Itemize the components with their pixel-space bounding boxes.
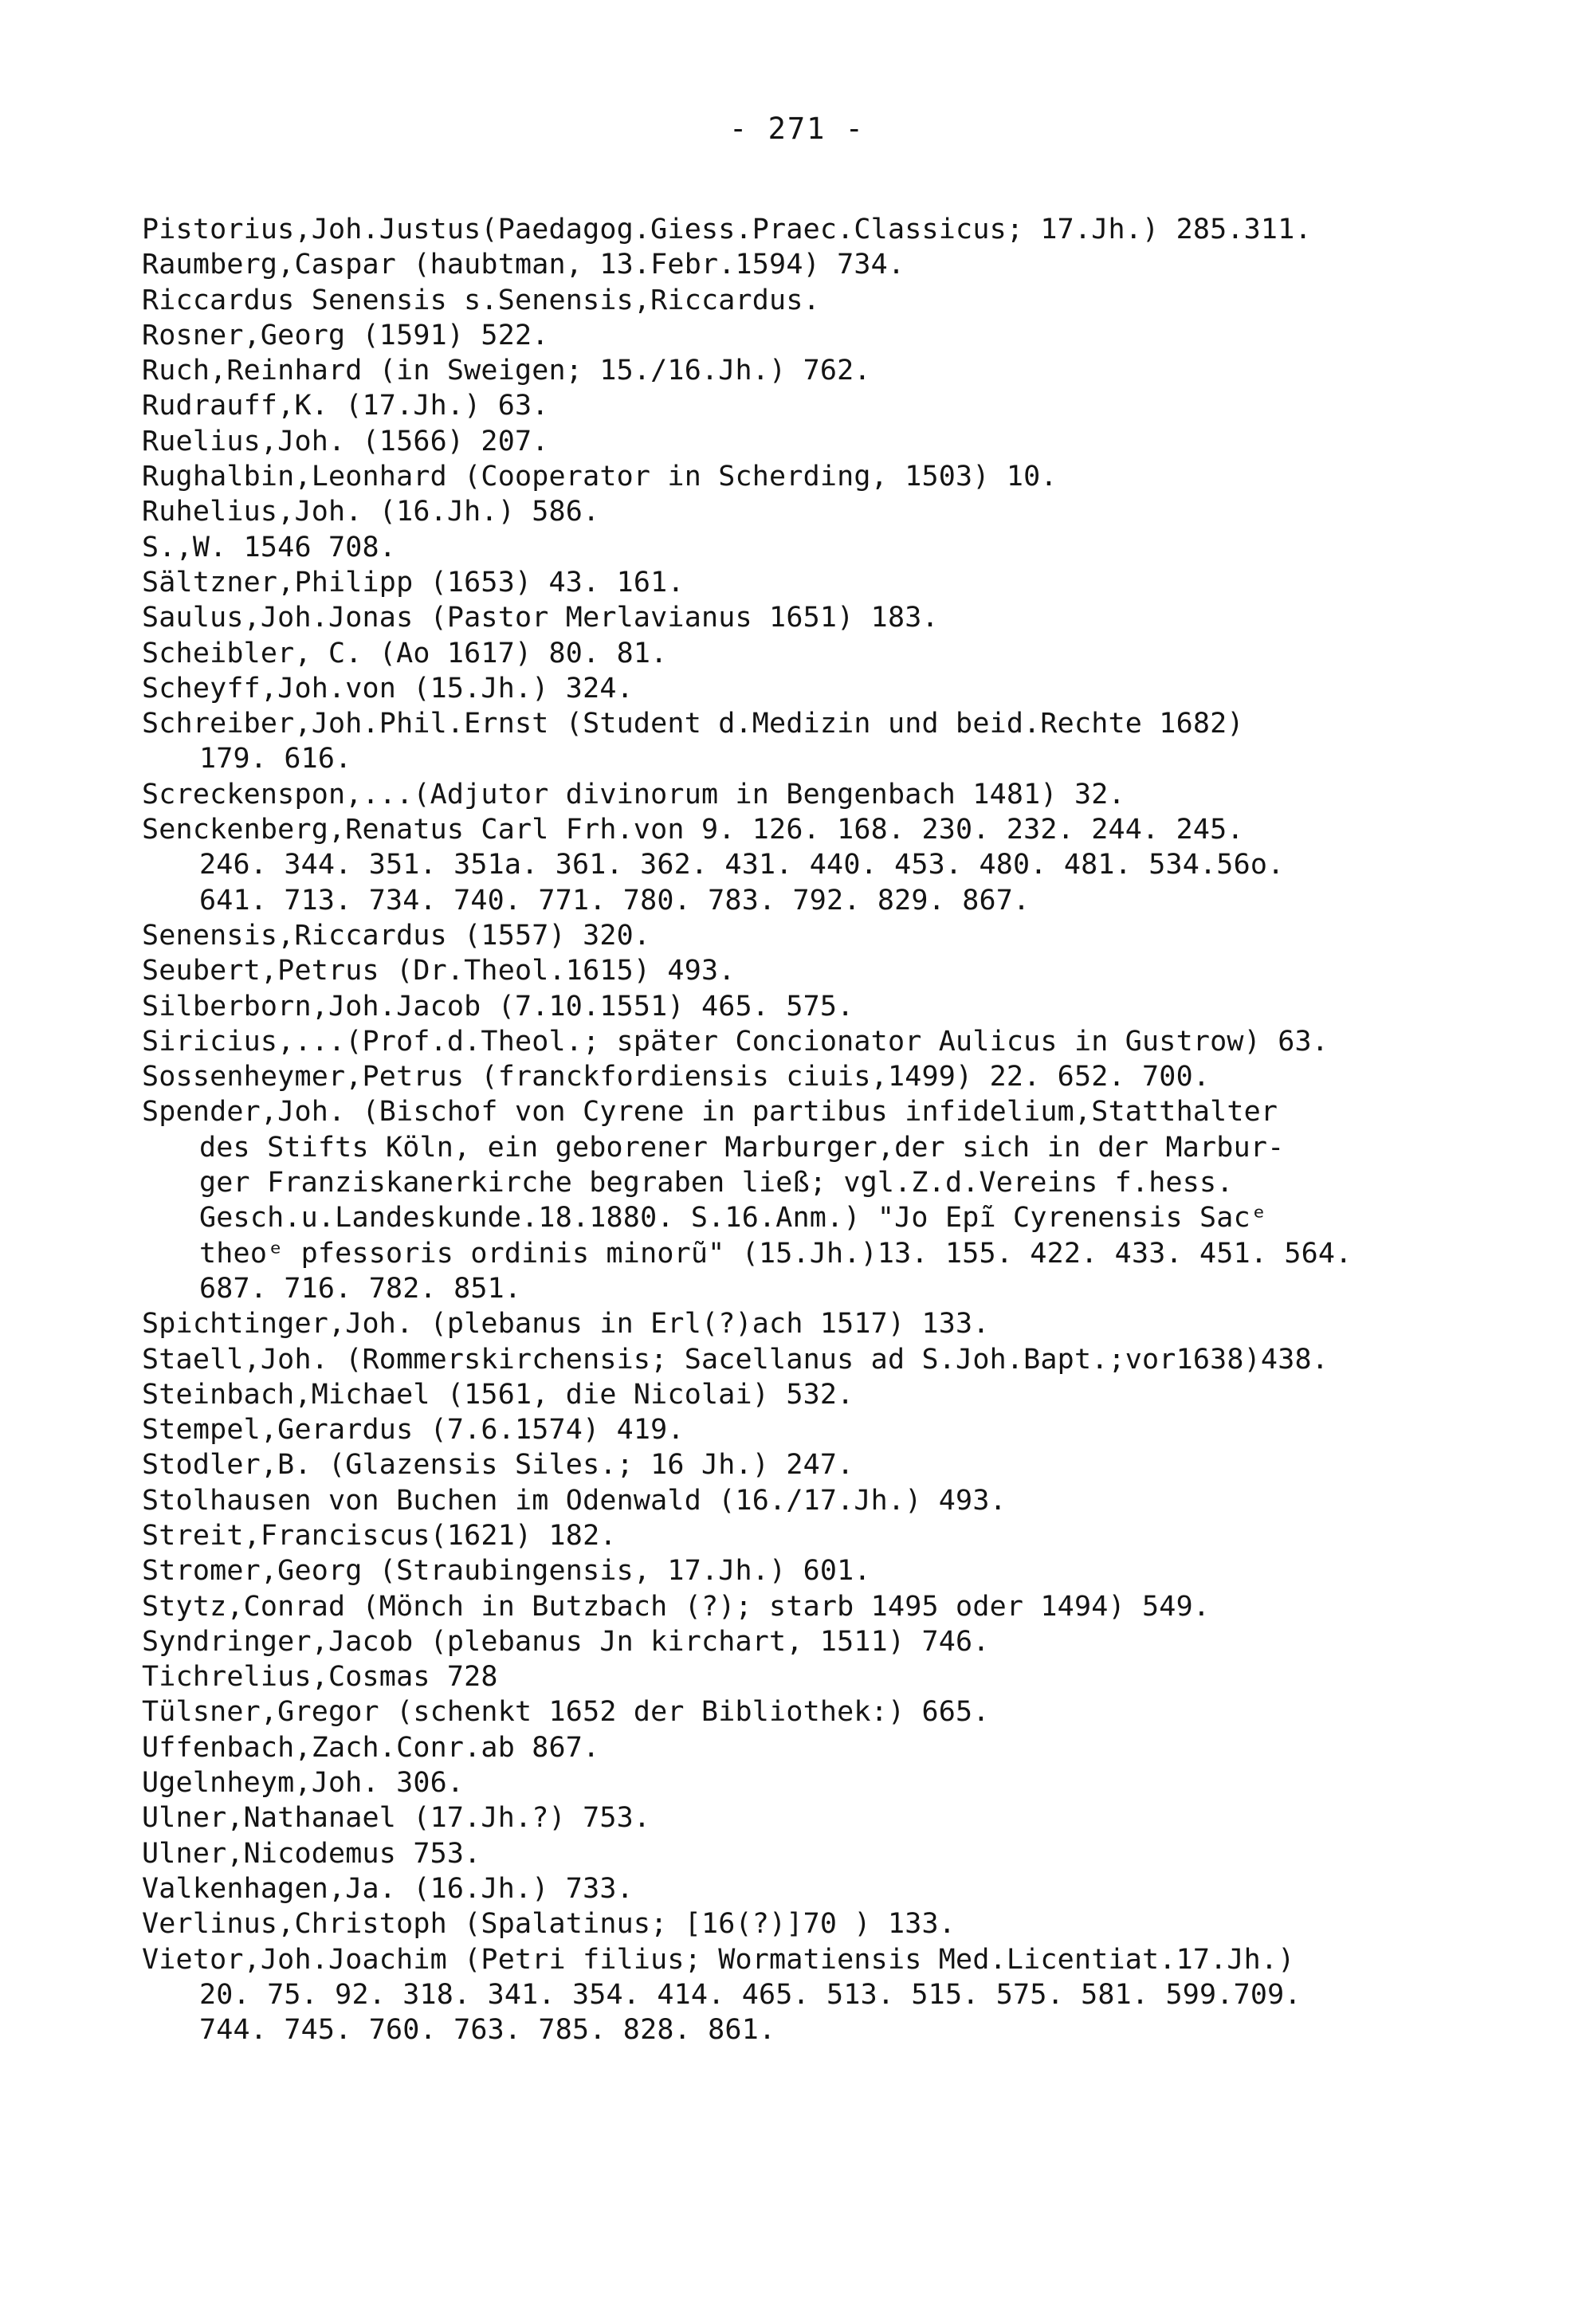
index-line: Ugelnheym,Joh. 306. <box>142 1767 465 1800</box>
index-line-continuation: 687. 716. 782. 851. <box>199 1272 522 1305</box>
page-number: - 271 - <box>729 112 865 146</box>
index-line: Syndringer,Jacob (plebanus Jn kirchart, 1511) 746. <box>142 1625 990 1658</box>
index-line: S.,W. 1546 708. <box>142 531 397 563</box>
index-line: Scheibler, C. (Ao 1617) 80. 81. <box>142 637 668 669</box>
index-line-continuation: 744. 745. 760. 763. 785. 828. 861. <box>199 2014 776 2047</box>
index-line: Steinbach,Michael (1561, die Nicolai) 532. <box>142 1378 854 1411</box>
index-line: Uffenbach,Zach.Conr.ab 867. <box>142 1731 600 1764</box>
index-line: Ulner,Nathanael (17.Jh.?) 753. <box>142 1802 651 1835</box>
index-line-continuation: theoᵉ pfessoris ordinis minorũ" (15.Jh.)13. 155. 422. 433. 451. 564. <box>199 1237 1353 1270</box>
index-line: Vietor,Joh.Joachim (Petri filius; Wormatiensis Med.Licentiat.17.Jh.) <box>142 1943 1295 1976</box>
index-line: Rudrauff,K. (17.Jh.) 63. <box>142 390 549 422</box>
index-line: Screckenspon,...(Adjutor divinorum in Bengenbach 1481) 32. <box>142 778 1125 811</box>
index-line: Raumberg,Caspar (haubtman, 13.Febr.1594) 734. <box>142 249 905 281</box>
index-line: Siricius,...(Prof.d.Theol.; später Concionator Aulicus in Gustrow) 63. <box>142 1025 1329 1058</box>
index-line: Senensis,Riccardus (1557) 320. <box>142 919 651 952</box>
index-line: Ruch,Reinhard (in Sweigen; 15./16.Jh.) 762. <box>142 355 871 387</box>
index-line: Riccardus Senensis s.Senensis,Riccardus. <box>142 284 820 316</box>
index-line: Stromer,Georg (Straubingensis, 17.Jh.) 601. <box>142 1555 871 1588</box>
index-line-continuation: ger Franziskanerkirche begraben ließ; vgl.Z.d.Vereins f.hess. <box>199 1167 1234 1199</box>
index-line: Verlinus,Christoph (Spalatinus; [16(?)]70 ) 133. <box>142 1908 956 1941</box>
index-line-continuation: 641. 713. 734. 740. 771. 780. 783. 792. 829. 867. <box>199 884 1031 917</box>
index-line: Sossenheymer,Petrus (franckfordiensis ciuis,1499) 22. 652. 700. <box>142 1061 1211 1093</box>
index-line: Sältzner,Philipp (1653) 43. 161. <box>142 566 685 599</box>
index-line: Spichtinger,Joh. (plebanus in Erl(?)ach 1517) 133. <box>142 1308 990 1341</box>
index-line: Ulner,Nicodemus 753. <box>142 1837 481 1870</box>
index-line: Spender,Joh. (Bischof von Cyrene in partibus infidelium,Statthalter <box>142 1096 1278 1129</box>
index-line: Schreiber,Joh.Phil.Ernst (Student d.Medizin und beid.Rechte 1682) <box>142 708 1244 740</box>
index-line: Ruelius,Joh. (1566) 207. <box>142 425 549 457</box>
index-line-continuation: 20. 75. 92. 318. 341. 354. 414. 465. 513. 515. 575. 581. 599.709. <box>199 1978 1302 2011</box>
index-line-continuation: des Stifts Köln, ein geborener Marburger,der sich in der Marbur- <box>199 1131 1285 1164</box>
index-line: Senckenberg,Renatus Carl Frh.von 9. 126. 168. 230. 232. 244. 245. <box>142 814 1244 846</box>
index-line-continuation: Gesch.u.Landeskunde.18.1880. S.16.Anm.) "Jo Epĩ Cyrenensis Sacᵉ <box>199 1202 1268 1235</box>
index-line: Stodler,B. (Glazensis Siles.; 16 Jh.) 247. <box>142 1449 854 1482</box>
index-entries <box>142 212 1449 2047</box>
index-line: Stempel,Gerardus (7.6.1574) 419. <box>142 1414 685 1447</box>
index-line: Scheyff,Joh.von (15.Jh.) 324. <box>142 672 634 705</box>
index-line: Rughalbin,Leonhard (Cooperator in Scherding, 1503) 10. <box>142 461 1058 493</box>
index-line-continuation: 179. 616. <box>199 743 352 775</box>
index-line: Tichrelius,Cosmas 728 <box>142 1661 498 1694</box>
index-line: Pistorius,Joh.Justus(Paedagog.Giess.Praec.Classicus; 17.Jh.) 285.311. <box>142 214 1312 245</box>
index-line: Staell,Joh. (Rommerskirchensis; Sacellanus ad S.Joh.Bapt.;vor1638)438. <box>142 1343 1329 1376</box>
index-line: Seubert,Petrus (Dr.Theol.1615) 493. <box>142 955 736 987</box>
index-line: Tülsner,Gregor (schenkt 1652 der Bibliothek:) 665. <box>142 1696 990 1729</box>
index-line: Silberborn,Joh.Jacob (7.10.1551) 465. 575. <box>142 990 854 1023</box>
index-line: Stolhausen von Buchen im Odenwald (16./17.Jh.) 493. <box>142 1484 1007 1517</box>
index-line: Rosner,Georg (1591) 522. <box>142 319 549 351</box>
index-line-continuation: 246. 344. 351. 351a. 361. 362. 431. 440. 453. 480. 481. 534.56o. <box>199 849 1285 881</box>
index-line: Stytz,Conrad (Mönch in Butzbach (?); starb 1495 oder 1494) 549. <box>142 1590 1211 1623</box>
index-line: Valkenhagen,Ja. (16.Jh.) 733. <box>142 1872 634 1905</box>
index-line: Streit,Franciscus(1621) 182. <box>142 1519 617 1552</box>
index-line: Ruhelius,Joh. (16.Jh.) 586. <box>142 496 600 528</box>
index-line: Saulus,Joh.Jonas (Pastor Merlavianus 1651) 183. <box>142 602 939 634</box>
